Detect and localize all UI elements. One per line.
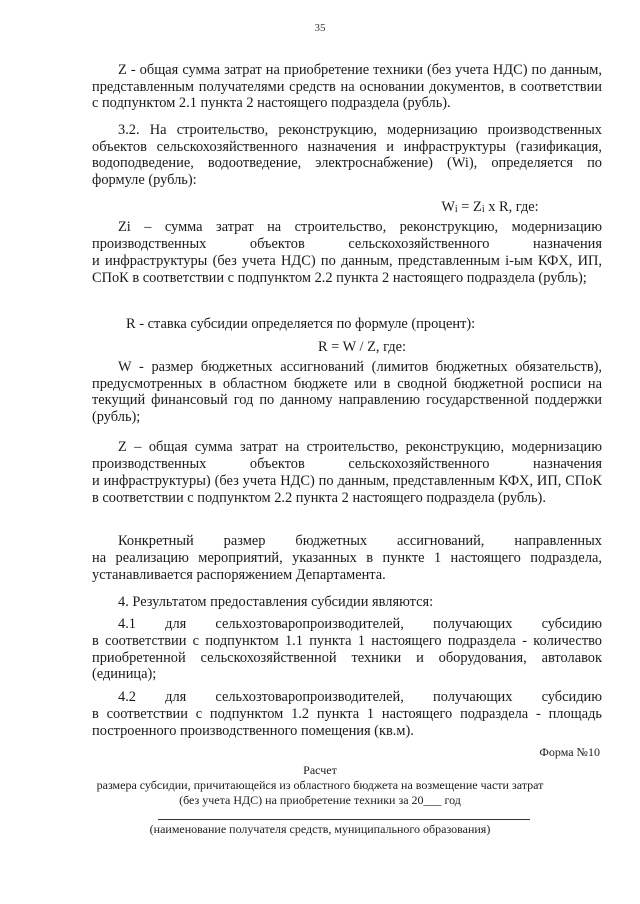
concrete-amount-line1: Конкретный размер бюджетных ассигнований, направленных — [118, 533, 602, 549]
form-number-label: Форма №10 — [539, 745, 600, 759]
r-definition: R - ставка субсидии определяется по формуле (процент): — [126, 316, 476, 332]
concrete-amount-rest: на реализацию мероприятий, указанных в пункте 1 настоящего подраздела, устанавливается распоряжением Департамента. — [92, 550, 602, 583]
form-title: Расчет — [303, 763, 337, 777]
zi-definition-line1: Zi – сумма затрат на строительство, реконструкцию, модернизацию — [118, 219, 602, 235]
recipient-name-line — [158, 819, 530, 820]
paragraph-4-1-rest: в соответствии с подпунктом 1.1 пункта 1 настоящего подраздела - количество приобретенной сельскохозяйственной техники и оборудования, автолавок (единица); — [92, 633, 602, 683]
w-definition: W - размер бюджетных ассигнований (лимитов бюджетных обязательств), предусмотренных в областном бюджете или в сводной бюджетной росписи на текущий финансовый год по данному направлению государственной поддержки (рубль); — [92, 359, 602, 425]
page-number: 35 — [314, 22, 326, 34]
z2-definition-line1: Z – общая сумма затрат на строительство, реконструкцию, модернизацию — [118, 439, 602, 455]
recipient-name-caption: (наименование получателя средств, муниципального образования) — [149, 822, 491, 836]
z2-definition-rest: и инфраструктуры) (без учета НДС) по данным, представленным КФХ, ИП, СПоК в соответствии с подпунктом 2.2 пункта 2 настоящего подраздела (рубль). — [92, 473, 602, 506]
paragraph-4-2-rest: в соответствии с подпунктом 1.2 пункта 1 настоящего подраздела - площадь построенного производственного помещения (кв.м). — [92, 706, 602, 739]
zi-definition-rest: и инфраструктуры (без учета НДС) по данным, представленным i-ым КФХ, ИП, СПоК в соответствии с подпунктом 2.2 пункта 2 настоящего подраздела (рубль); — [92, 253, 602, 286]
form-subtitle-line1: размера субсидии, причитающейся из областного бюджета на возмещение части затрат — [96, 778, 544, 792]
zi-definition-line2: производственных объектов сельскохозяйственного назначения — [92, 236, 602, 252]
paragraph-4-2-line1: 4.2 для сельхозтоваропроизводителей, получающих субсидию — [118, 689, 602, 705]
paragraph-3-2: 3.2. На строительство, реконструкцию, модернизацию производственных объектов сельскохозяйственного назначения и инфраструктуры (газификация, водоподведение, водоотведение, электроснабжение) (Wi), определяется по формуле (рубль): — [92, 122, 602, 188]
formula-wi: Wi = Zi x R, где: — [441, 199, 539, 215]
form-subtitle-line2: (без учета НДС) на приобретение техники за 20___ год — [179, 793, 461, 807]
paragraph-4: 4. Результатом предоставления субсидии являются: — [118, 594, 434, 610]
z2-definition-line2: производственных объектов сельскохозяйственного назначения — [92, 456, 602, 472]
formula-r: R = W / Z, где: — [317, 339, 407, 355]
paragraph-4-1-line1: 4.1 для сельхозтоваропроизводителей, получающих субсидию — [118, 616, 602, 632]
z-definition: Z - общая сумма затрат на приобретение техники (без учета НДС) по данным, представленным получателями средств на основании документов, в соответствии с подпунктом 2.1 пункта 2 настоящего подраздела (рубль). — [92, 62, 602, 112]
formula-wi-lhs: W — [441, 199, 455, 215]
